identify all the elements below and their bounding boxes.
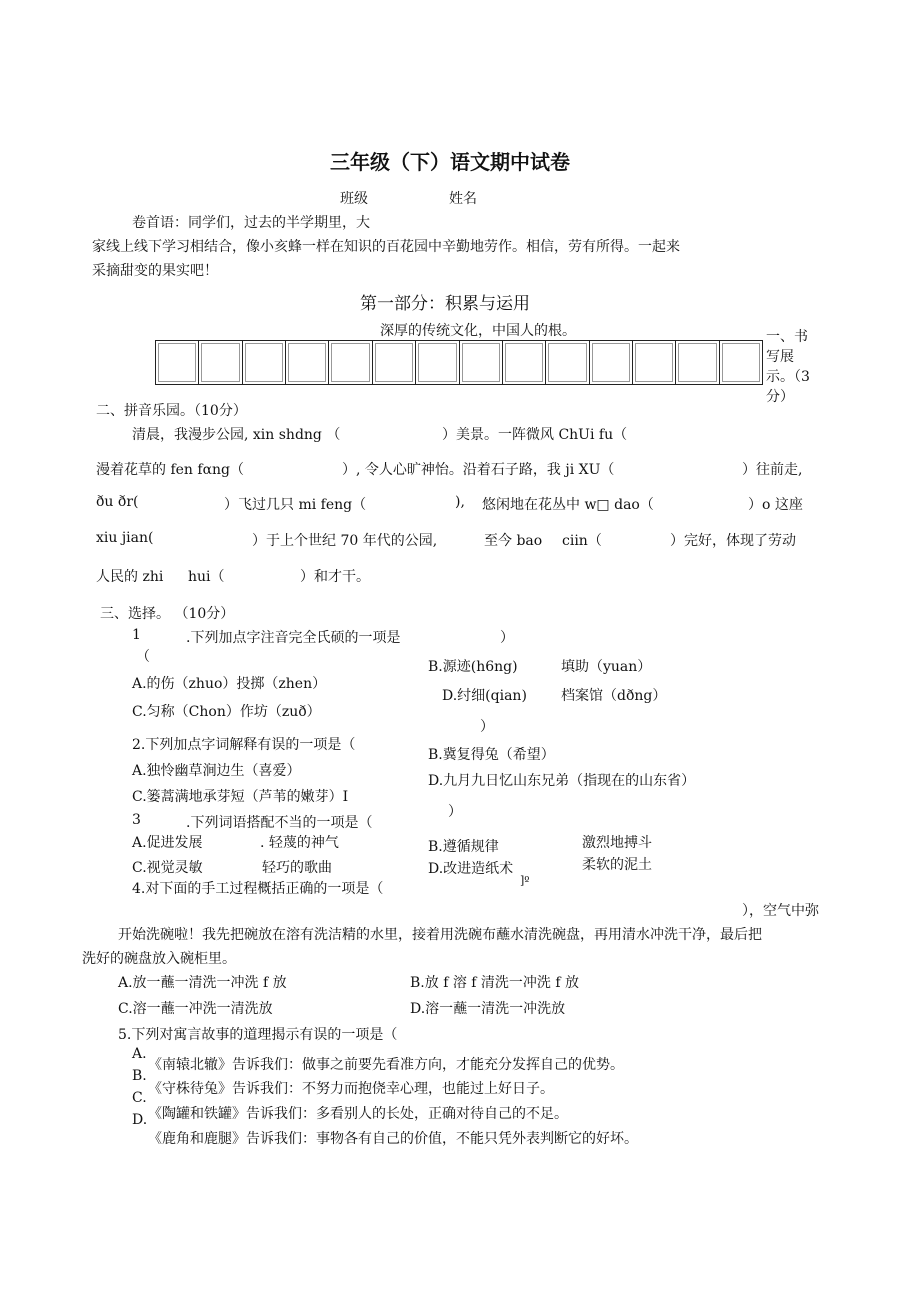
- q2-line5c: ）和才干。: [300, 569, 370, 585]
- s3-option-d1: D.改进造纸术: [428, 861, 514, 877]
- q2-line2c: ）往前走,: [742, 462, 803, 478]
- preface-line-2: 家线上线下学习相结合，像小亥蜂一样在知识的百花园中辛勤地劳作。相信，劳有所得。一起来: [92, 239, 680, 255]
- q2-line1a: 清晨，我漫步公园, xin shdng （: [132, 427, 341, 443]
- q2-line1b: ）美景。一阵微风 ChUi fu（: [442, 427, 628, 443]
- s4-tail: ），空气中弥: [742, 903, 819, 919]
- s2-option-b: B.冀复得兔（希望）: [428, 747, 555, 763]
- q2-line3a: ðu ðr(: [96, 494, 139, 510]
- preface-line-3: 采摘甜变的果实吧！: [92, 263, 218, 279]
- s3-stem: .下列词语搭配不当的一项是（: [186, 815, 373, 831]
- preface-line-1: 卷首语：同学们，过去的半学期里，大: [132, 215, 370, 231]
- q2-line5b: hui（: [188, 569, 225, 585]
- s2-stem: 2.下列加点字词解释有误的一项是（: [132, 737, 356, 753]
- s3-option-b2: 激烈地搏斗: [582, 835, 652, 851]
- s2-option-d: D.九月九日忆山东兄弟（指现在的山东省）: [428, 773, 696, 789]
- s5-letter-c: C.: [132, 1090, 147, 1106]
- q2-line2a: 漫着花草的 fen fαng（: [96, 462, 244, 478]
- q2-line2b: ）, 令人心旷神怡。沿着石子路，我 ji XU（: [342, 462, 615, 478]
- s1-option-a: A.的伤（zhuo）投掷（zhen）: [132, 676, 327, 692]
- q2-line3d: 悠闲地在花丛中 w□ dao（: [482, 497, 654, 513]
- q2-line3c: ),: [455, 494, 465, 510]
- s1-option-b2: 填助（yuan）: [561, 659, 652, 675]
- s4-para-1: 开始洗碗啦！我先把碗放在溶有洗洁精的水里，接着用洗碗布蘸水清洗碗盘，再用清水冲洗干净，最后把: [118, 927, 762, 943]
- s3-option-d2: 柔软的泥土: [582, 857, 652, 873]
- s1-option-c: C.匀称（Chon）作坊（zuð）: [132, 704, 321, 720]
- s4-option-c: C.溶一蘸一冲洗一清洗放: [118, 1001, 273, 1017]
- s5-stem: 5.下列对寓言故事的道理揭示有误的一项是（: [118, 1027, 398, 1043]
- q1-label-1: 一、书: [766, 329, 808, 345]
- s4-option-b: B.放 f 溶 f 清洗一冲洗 f 放: [410, 975, 579, 991]
- q2-line3e: ）o 这座: [748, 497, 803, 513]
- q2-title: 二、拼音乐园。（10分）: [96, 403, 247, 419]
- s5-letter-b: B.: [132, 1068, 147, 1084]
- q2-line4d: ciin（: [562, 533, 602, 549]
- s2-option-a: A.独怜幽草涧边生（喜爱）: [132, 763, 301, 779]
- s5-letter-a: A.: [132, 1046, 147, 1062]
- s1-paren-close: ）: [500, 630, 514, 646]
- q2-line4c: 至今 bao: [484, 533, 543, 549]
- s2-end: ）: [448, 804, 462, 820]
- page-title: 三年级（下）语文期中试卷: [330, 150, 570, 174]
- s1-num: 1: [132, 627, 141, 643]
- s1-option-d2: 档案馆（dðng）: [561, 688, 667, 704]
- s1-end: ）: [480, 719, 494, 735]
- q2-line4a: xiu jian(: [96, 530, 154, 546]
- s3-end: ]º: [520, 874, 530, 887]
- q1-label-4: 分）: [766, 389, 794, 405]
- s3-option-c1: C.视觉灵敏: [132, 860, 203, 876]
- s3-num: 3: [132, 812, 141, 828]
- s3-option-a2: . 轻蔑的神气: [260, 835, 339, 851]
- q2-line4e: ）完好，体现了劳动: [670, 533, 796, 549]
- s1-option-b1: B.源迹(h6ng): [428, 659, 518, 675]
- s4-option-d: D.溶一蘸一清洗一冲洗放: [410, 1001, 566, 1017]
- s4-stem: 4.对下面的手工过程概括正确的一项是（: [132, 881, 384, 897]
- writing-grid[interactable]: [155, 340, 763, 385]
- s5-option-d: 《鹿角和鹿腿》告诉我们：事物各有自己的价值，不能只凭外表判断它的好坏。: [148, 1131, 638, 1147]
- s2-option-c: C.篓蒿满地承芽短（芦苇的嫩芽）I: [132, 789, 349, 805]
- q2-line5a: 人民的 zhi: [96, 569, 164, 585]
- s3-option-b1: B.遵循规律: [428, 839, 499, 855]
- q1-label-2: 写展: [766, 349, 794, 365]
- s1-stem: .下列加点字注音完全氏硕的一项是: [186, 630, 401, 646]
- s1-paren-open: （: [136, 649, 150, 665]
- name-label: 姓名: [449, 191, 477, 207]
- s5-option-b: 《守株待兔》告诉我们：不努力而抱侥幸心理，也能过上好日子。: [148, 1081, 554, 1097]
- q2-line3b: ）飞过几只 mi feng（: [224, 497, 367, 513]
- q1-sentence: 深厚的传统文化，中国人的根。: [380, 323, 576, 339]
- s5-option-a: 《南辕北辙》告诉我们：做事之前要先看准方向，才能充分发挥自己的优势。: [148, 1057, 624, 1073]
- class-label: 班级: [340, 191, 368, 207]
- s4-para-2: 洗好的碗盘放入碗柜里。: [82, 951, 236, 967]
- s1-option-d1: D.纣细(qian): [442, 688, 527, 704]
- s3-option-c2: 轻巧的歌曲: [262, 860, 332, 876]
- q1-label-3: 示。（3: [766, 369, 810, 385]
- s5-option-c: 《陶罐和铁罐》告诉我们：多看别人的长处，正确对待自己的不足。: [148, 1106, 568, 1122]
- s5-letter-d: D.: [132, 1112, 148, 1128]
- q2-line4b: ）于上个世纪 70 年代的公园,: [252, 533, 438, 549]
- part1-title: 第一部分：积累与运用: [360, 294, 530, 314]
- s4-option-a: A.放一蘸一清洗一冲洗 f 放: [118, 975, 287, 991]
- q3-title: 三、选择。 （10分）: [100, 606, 235, 622]
- s3-option-a1: A.促进发展: [132, 835, 203, 851]
